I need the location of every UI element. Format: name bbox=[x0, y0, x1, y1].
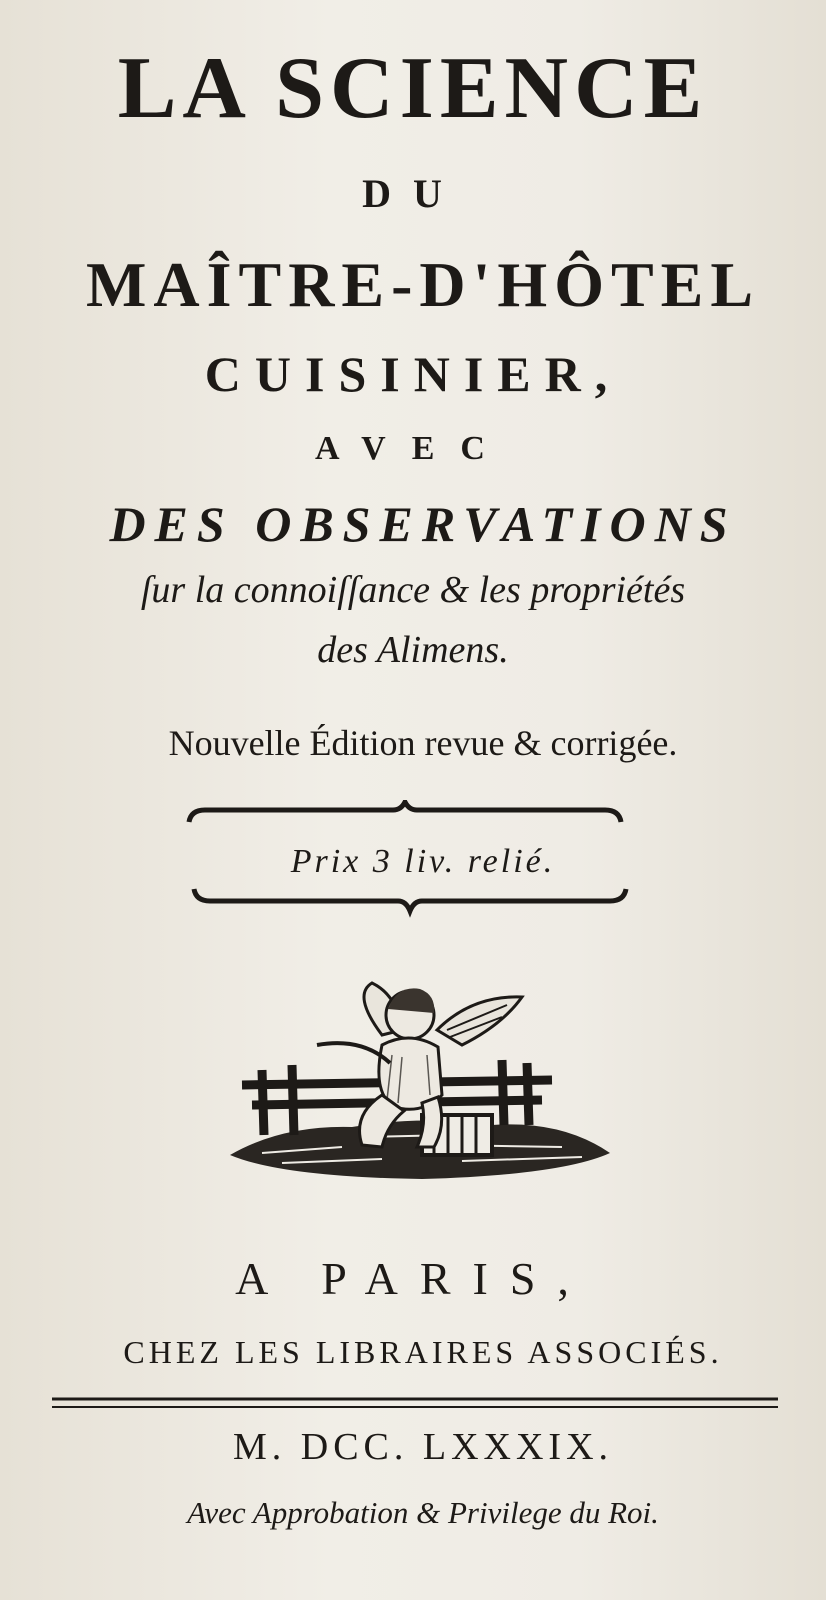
imprint-year: M. DCC. LXXXIX. bbox=[232, 1426, 614, 1468]
title-line-1: LA SCIENCE bbox=[117, 40, 709, 137]
imprint-place: A PARIS, bbox=[235, 1253, 591, 1304]
title-line-4: CUISINIER, bbox=[204, 346, 622, 402]
title-line-2: DU bbox=[362, 171, 464, 216]
privilege-line: Avec Approbation & Privilege du Roi. bbox=[187, 1495, 659, 1530]
cherub-woodcut-image bbox=[222, 975, 622, 1205]
price-line: Prix 3 liv. relié. bbox=[290, 843, 556, 880]
title-line-6: DES OBSERVATIONS bbox=[109, 496, 737, 552]
title-line-5: AVEC bbox=[315, 430, 511, 467]
price-frame-bottom-rule bbox=[190, 885, 630, 925]
title-line-7: ſur la connoiſſance & les propriétés bbox=[140, 569, 686, 611]
double-rule bbox=[50, 1396, 780, 1412]
imprint-publisher: CHEZ LES LIBRAIRES ASSOCIÉS. bbox=[123, 1334, 723, 1370]
title-line-8: des Alimens. bbox=[317, 629, 509, 671]
title-line-3: MAÎTRE-D'HÔTEL bbox=[85, 249, 761, 320]
edition-note: Nouvelle Édition revue & corrigée. bbox=[168, 723, 678, 763]
price-frame-top-rule bbox=[185, 800, 625, 840]
